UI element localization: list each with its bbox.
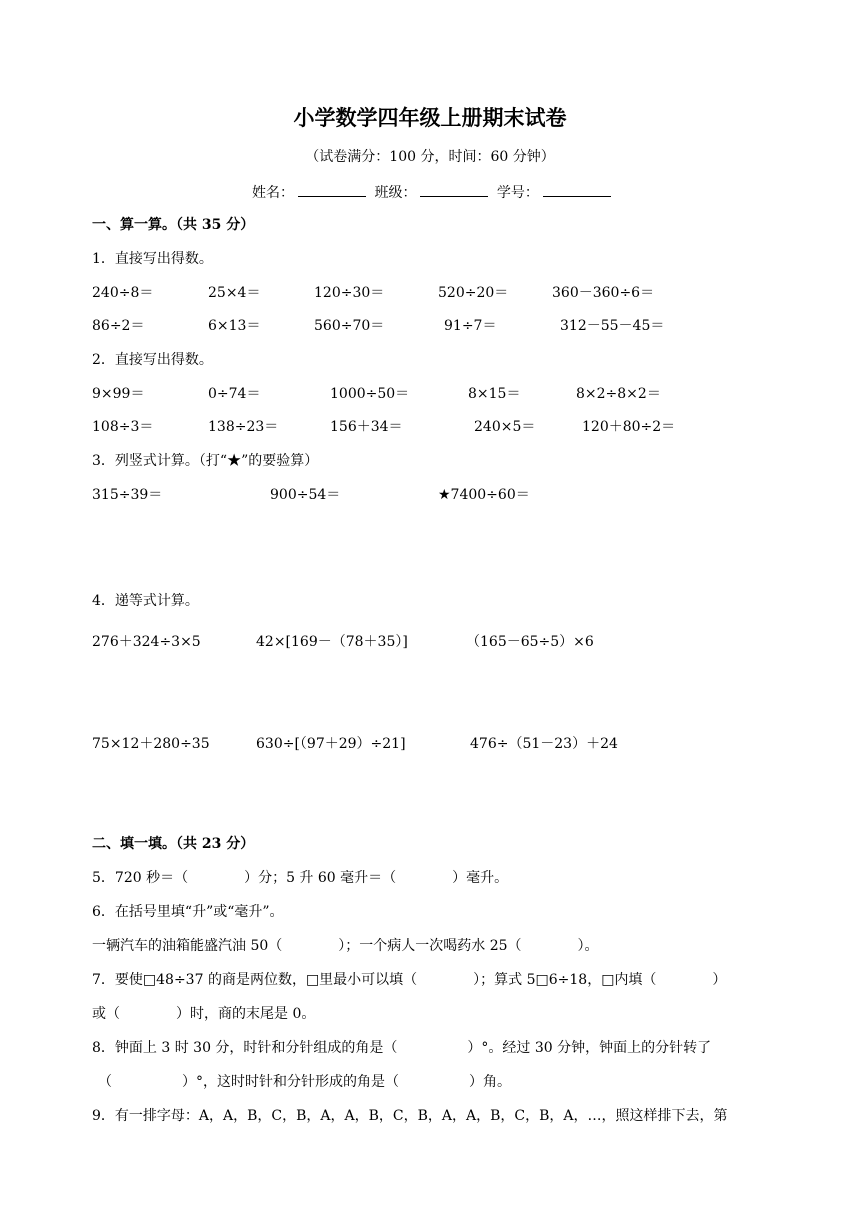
q1-item: 6×13＝ xyxy=(208,318,261,334)
section-2-heading: 二、填一填。（共 23 分） xyxy=(92,836,255,852)
q1-item: 120÷30＝ xyxy=(314,285,385,301)
class-blank[interactable] xyxy=(420,182,488,197)
q2-label: 2．直接写出得数。 xyxy=(92,352,213,368)
q2-item: 138÷23＝ xyxy=(208,419,279,435)
student-info-line xyxy=(252,182,615,202)
section-1-heading: 一、算一算。（共 35 分） xyxy=(92,217,255,233)
q9-text-line1: 9．有一排字母：A，A，B，C，B，A，A，B，C，B，A，A，B，C，B，A，…，照这样排下去，第 xyxy=(92,1108,728,1124)
q5-text: 5．720 秒＝（ ）分；5 升 60 毫升＝（ ）毫升。 xyxy=(92,870,509,886)
q2-item: 108÷3＝ xyxy=(92,419,154,435)
q2-item: 9×99＝ xyxy=(92,386,145,402)
q1-item: 91÷7＝ xyxy=(444,318,497,334)
q7-text-line2: 或（ ）时，商的末尾是 0。 xyxy=(92,1006,316,1022)
q1-label: 1．直接写出得数。 xyxy=(92,251,213,267)
q4-item: （165－65÷5）×6 xyxy=(466,634,594,650)
page-title: 小学数学四年级上册期末试卷 xyxy=(293,105,567,130)
q4-label: 4．递等式计算。 xyxy=(92,593,199,609)
exam-info: （试卷满分：100 分，时间：60 分钟） xyxy=(305,149,555,165)
q3-item: 900÷54＝ xyxy=(270,487,341,503)
q1-item: 25×4＝ xyxy=(208,285,261,301)
q3-item: ★7400÷60＝ xyxy=(438,487,530,503)
q4-item: 476÷（51－23）＋24 xyxy=(470,736,618,752)
q2-item: 156＋34＝ xyxy=(330,419,403,435)
q2-item: 0÷74＝ xyxy=(208,386,261,402)
q8-text-line2: （ ）°，这时时针和分针形成的角是（ ）角。 xyxy=(98,1074,511,1090)
q4-item: 42×[169－（78＋35）] xyxy=(256,634,408,650)
q1-item: 86÷2＝ xyxy=(92,318,145,334)
q4-item: 75×12＋280÷35 xyxy=(92,736,210,752)
q6-label: 6．在括号里填“升”或“毫升”。 xyxy=(92,904,284,920)
q3-item: 315÷39＝ xyxy=(92,487,163,503)
q1-item: 520÷20＝ xyxy=(438,285,509,301)
q1-item: 312－55－45＝ xyxy=(560,318,665,334)
id-label: 学号： xyxy=(496,185,539,201)
name-label: 姓名： xyxy=(252,185,294,201)
q2-item: 8×2÷8×2＝ xyxy=(576,386,661,402)
q2-item: 1000÷50＝ xyxy=(330,386,410,402)
q6-text: 一辆汽车的油箱能盛汽油 50（ ）；一个病人一次喝药水 25（ ）。 xyxy=(92,938,599,954)
q2-item: 120＋80÷2＝ xyxy=(582,419,676,435)
q1-item: 240÷8＝ xyxy=(92,285,154,301)
q1-item: 560÷70＝ xyxy=(314,318,385,334)
q2-item: 8×15＝ xyxy=(468,386,521,402)
q4-item: 630÷[（97＋29）÷21] xyxy=(256,736,406,752)
class-label: 班级： xyxy=(374,185,417,201)
q3-label: 3．列竖式计算。（打“★”的要验算） xyxy=(92,453,319,469)
name-blank[interactable] xyxy=(298,182,366,197)
q1-item: 360－360÷6＝ xyxy=(552,285,655,301)
q4-item: 276＋324÷3×5 xyxy=(92,634,201,650)
q2-item: 240×5＝ xyxy=(474,419,536,435)
id-blank[interactable] xyxy=(543,182,611,197)
q8-text-line1: 8．钟面上 3 时 30 分，时针和分针组成的角是（ ）°。经过 30 分钟，钟面上的分针转了 xyxy=(92,1040,712,1056)
q7-text-line1: 7．要使□48÷37 的商是两位数，□里最小可以填（ ）；算式 5□6÷18，□内填（ ） xyxy=(92,972,727,988)
